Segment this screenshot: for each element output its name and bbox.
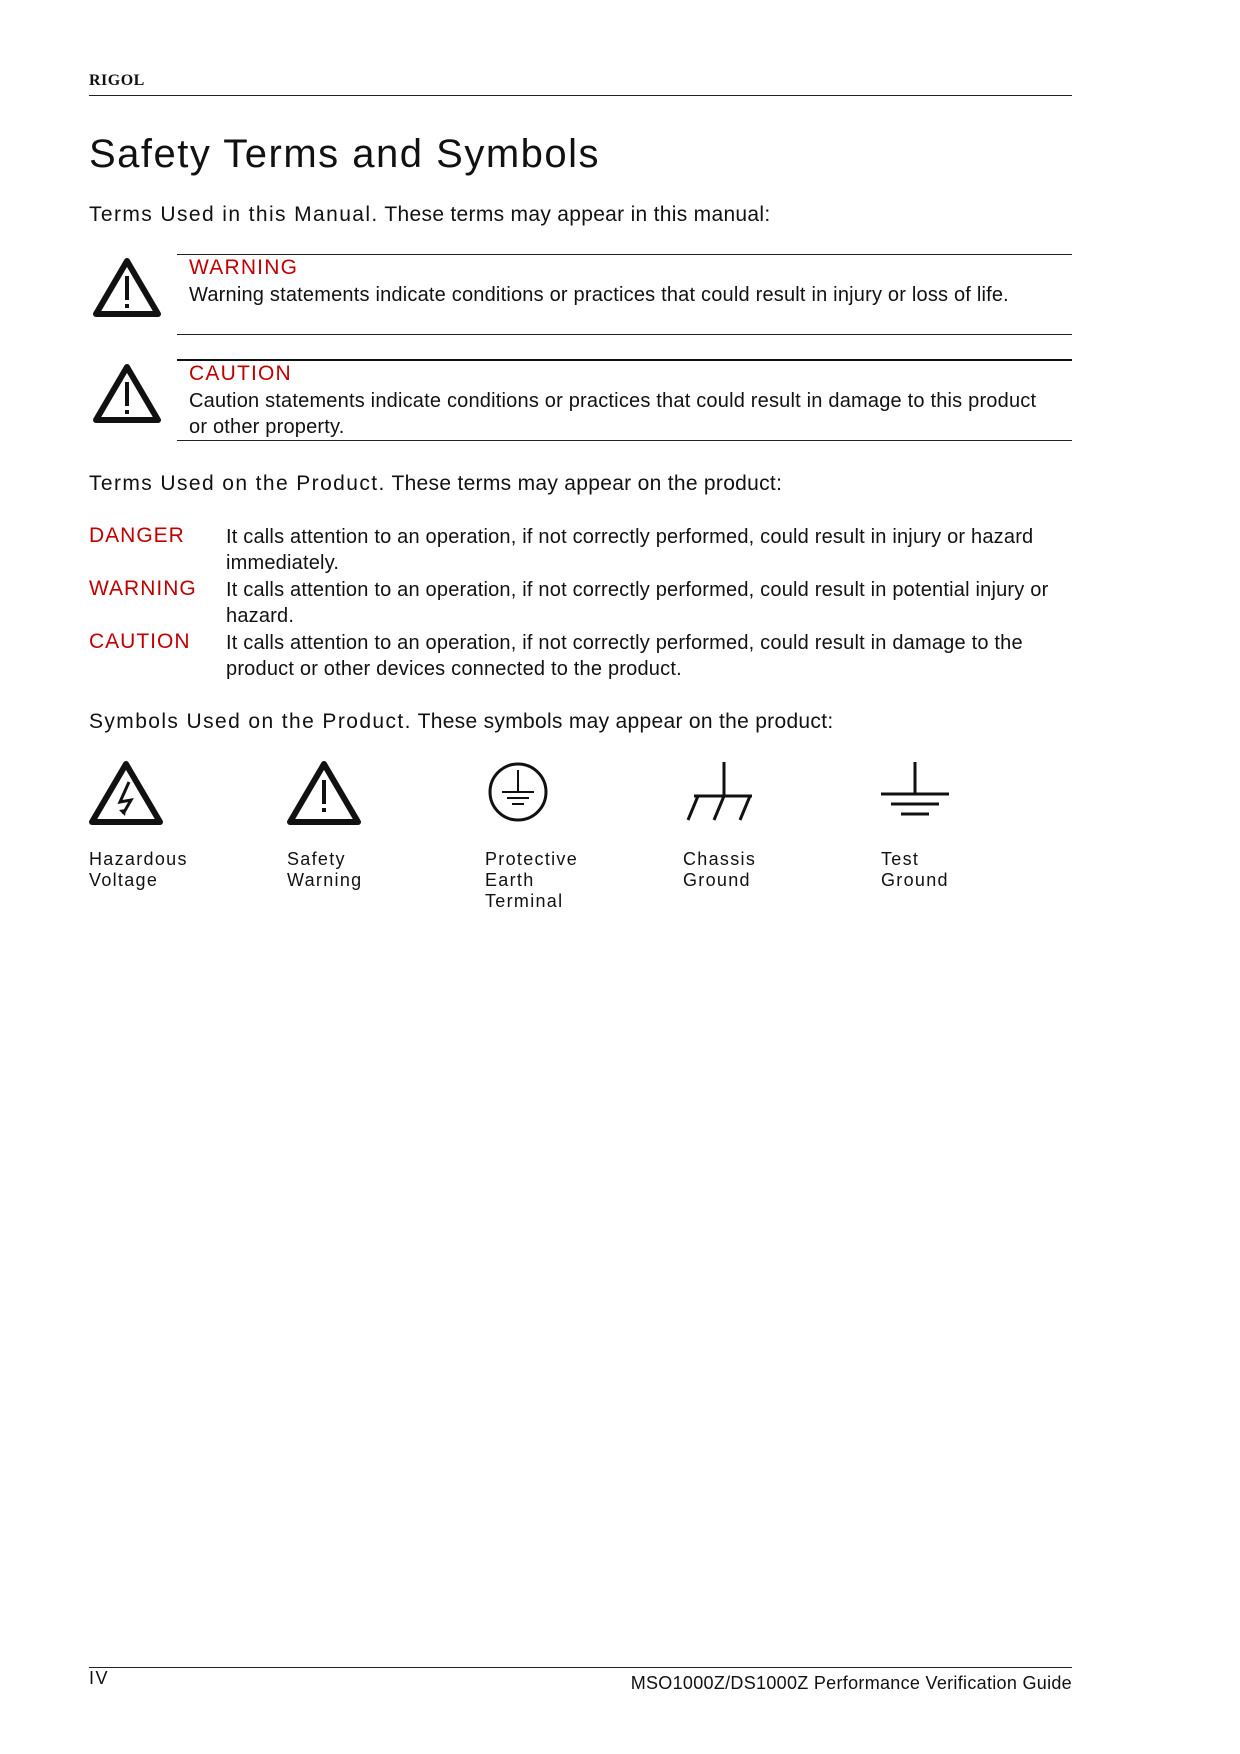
warning-triangle-icon	[92, 256, 162, 318]
symbol-label-line: Ground	[683, 870, 751, 890]
footer-divider	[89, 1667, 1072, 1668]
test-ground-icon	[877, 758, 953, 826]
page-number: IV	[89, 1668, 110, 1688]
document-title: MSO1000Z/DS1000Z Performance Verification Guide	[630, 1673, 1072, 1693]
symbol-label-chassis-ground	[683, 849, 756, 891]
symbol-label-line: Protective	[485, 849, 579, 869]
page-title: Safety Terms and Symbols	[89, 132, 601, 176]
product-terms-lead: Terms Used on the Product.	[89, 472, 386, 495]
symbol-label-line: Hazardous	[89, 849, 188, 869]
warning-box-bottom-rule	[177, 334, 1072, 335]
term-label-danger: DANGER	[89, 524, 185, 547]
caution-box-text: Caution statements indicate conditions or practices that could result in damage to this product or other property.	[189, 390, 1037, 438]
warning-box-text: Warning statements indicate conditions or practices that could result in injury or loss of life.	[189, 284, 1009, 306]
safety-warning-icon	[286, 760, 362, 828]
product-terms-rest: These terms may appear on the product:	[385, 472, 783, 495]
manual-terms-lead: Terms Used in this Manual.	[89, 203, 379, 226]
symbol-label-line: Ground	[881, 870, 949, 890]
manual-terms-rest: These terms may appear in this manual:	[378, 203, 771, 226]
product-terms-heading	[89, 472, 782, 496]
symbol-label-hazardous-voltage	[89, 849, 188, 891]
term-desc-danger: It calls attention to an operation, if not correctly performed, could result in injury or hazard immediately.	[226, 526, 1034, 574]
brand-logo: RIGOL	[89, 72, 145, 89]
term-desc-caution: It calls attention to an operation, if not correctly performed, could result in damage to the product or other devices connected to the product.	[226, 632, 1023, 680]
manual-terms-heading	[89, 203, 771, 227]
symbol-label-line: Test	[881, 849, 920, 869]
warning-box-title: WARNING	[189, 256, 299, 279]
symbols-rest: These symbols may appear on the product:	[411, 710, 834, 733]
term-label-warning: WARNING	[89, 577, 197, 600]
protective-earth-icon	[480, 758, 556, 826]
hazardous-voltage-icon	[88, 760, 164, 828]
chassis-ground-icon	[680, 758, 756, 826]
warning-box-top-rule	[177, 254, 1072, 255]
symbol-label-safety-warning	[287, 849, 362, 891]
term-desc-warning: It calls attention to an operation, if not correctly performed, could result in potential injury or hazard.	[226, 579, 1049, 627]
symbols-heading	[89, 710, 833, 734]
symbols-lead: Symbols Used on the Product.	[89, 710, 412, 733]
symbol-label-line: Terminal	[485, 891, 564, 911]
symbol-label-line: Earth	[485, 870, 535, 890]
symbol-label-line: Safety	[287, 849, 346, 869]
caution-triangle-icon	[92, 362, 162, 424]
symbol-label-line: Warning	[287, 870, 363, 890]
caution-box-title: CAUTION	[189, 362, 292, 385]
symbol-label-protective-earth	[485, 849, 578, 912]
header-divider	[89, 95, 1072, 96]
symbol-label-line: Chassis	[683, 849, 757, 869]
caution-box-bottom-rule	[177, 440, 1072, 441]
symbol-label-line: Voltage	[89, 870, 159, 890]
term-label-caution: CAUTION	[89, 630, 191, 653]
symbol-label-test-ground	[881, 849, 949, 891]
caution-box-top-rule	[177, 359, 1072, 361]
